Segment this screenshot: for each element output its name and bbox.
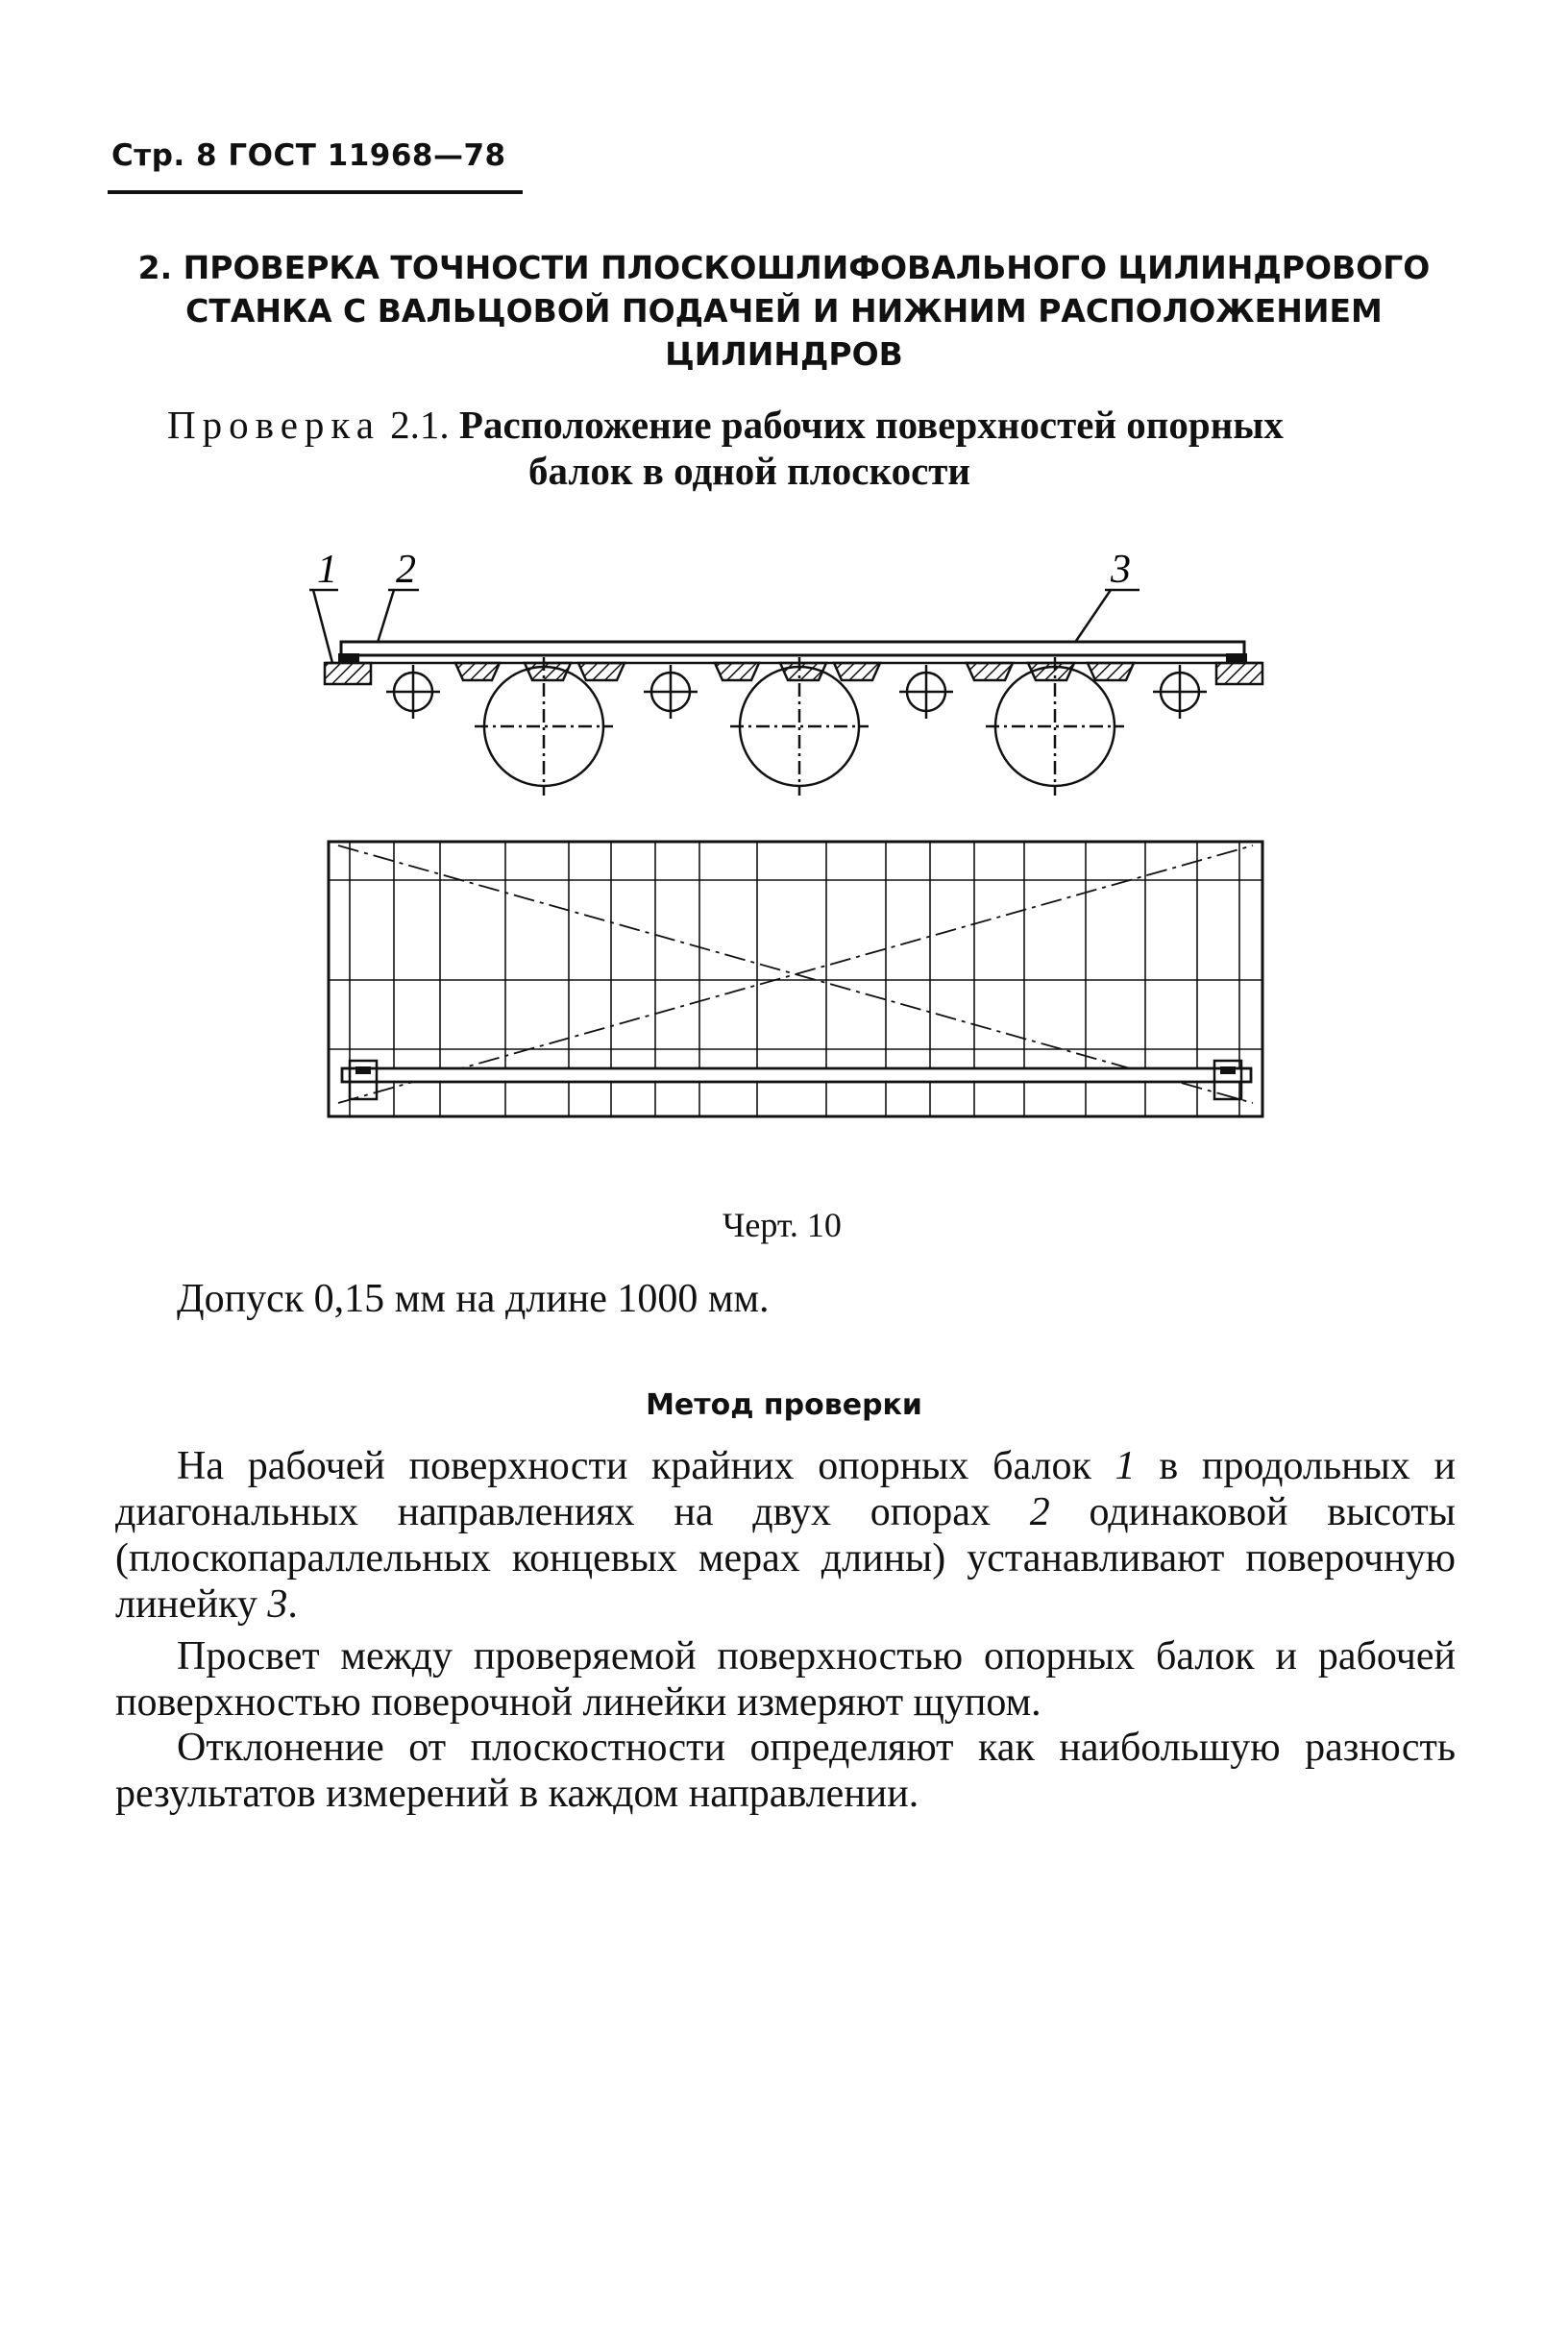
method-paragraph-3: Отклонение от плоскостности определяют как наибольшую разность результатов измерений в каждом направлении.	[115, 1726, 1456, 1816]
plan-view	[329, 842, 1262, 1116]
figure-caption: Черт. 10	[723, 1206, 842, 1244]
p1-text-a: На рабочей поверхности крайних опорных балок	[177, 1444, 1115, 1488]
page-header: Стр. 8 ГОСТ 11968—78	[111, 138, 506, 173]
tolerance-text: Допуск 0,15 мм на длине 1000 мм.	[177, 1277, 770, 1321]
straight-edge	[341, 642, 1244, 655]
check-name-line-1: Расположение рабочих поверхностей опорных	[458, 403, 1284, 447]
section-title-line-3: ЦИЛИНДРОВ	[665, 335, 903, 373]
p1-ref-3: 3	[267, 1582, 288, 1627]
method-title: Метод проверки	[646, 1388, 922, 1422]
callout-3: 3	[1111, 548, 1131, 592]
callout-1: 1	[317, 548, 337, 592]
p1-text-d: .	[287, 1582, 298, 1627]
support-left	[338, 653, 359, 663]
method-paragraph-2: Просвет между проверяемой поверхностью опорных балок и рабочей поверхностью поверочной линейки измеряют щупом.	[115, 1634, 1456, 1725]
check-prefix: Проверка	[167, 403, 380, 447]
callout-2: 2	[396, 548, 416, 592]
p1-ref-2: 2	[1029, 1490, 1050, 1534]
method-paragraph-1	[115, 1443, 1456, 1628]
section-title-line-1: 2. ПРОВЕРКА ТОЧНОСТИ ПЛОСКОШЛИФОВАЛЬНОГО ЦИЛИНДРОВОГО	[137, 249, 1431, 286]
support-right	[1226, 653, 1247, 663]
p1-text-c: одинаковой высоты (плоскопараллельных концевых мерах длины) устанавливают поверочную линейку	[115, 1490, 1456, 1627]
check-number: 2.1.	[390, 403, 450, 447]
p1-ref-1: 1	[1115, 1444, 1136, 1488]
check-name-line-2: балок в одной плоскости	[528, 449, 971, 493]
p1-text-b: в продольных и диагональных направлениях на двух опорах	[115, 1444, 1456, 1534]
large-cylinders	[475, 657, 1124, 796]
section-title-line-2: СТАНКА С ВАЛЬЦОВОЙ ПОДАЧЕЙ И НИЖНИМ РАСПОЛОЖЕНИЕМ	[185, 292, 1383, 330]
